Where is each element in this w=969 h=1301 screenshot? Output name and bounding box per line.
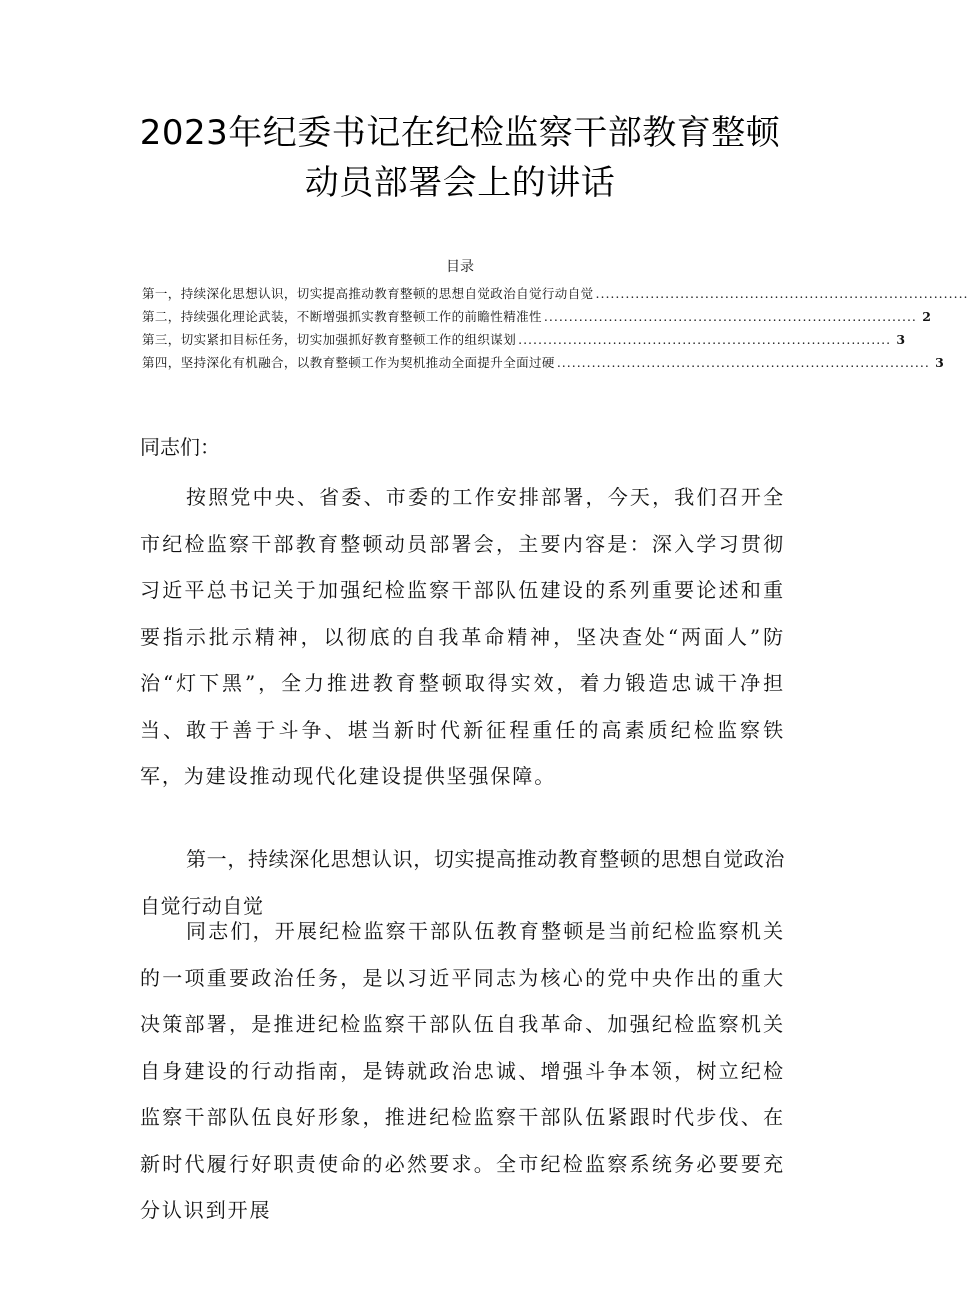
document-title-line-2: 动员部署会上的讲话 [304,163,616,203]
greeting: 同志们： [140,435,220,459]
document-title-line-1: 2023年纪委书记在纪检监察干部教育整顿 [139,113,781,153]
toc-item-page: 3 [935,355,944,370]
toc-item[interactable] [142,282,969,305]
toc-leader-dots: ........................................................................... [556,355,930,370]
toc-item-page: 3 [896,332,906,347]
body-paragraph: 同志们，开展纪检监察干部队伍教育整顿是当前纪检监察机关的一项重要政治任务，是以习近平同志为核心的党中央作出的重大决策部署，是推进纪检监察干部队伍自我革命、加强纪检监察机关自身建设的行动指南，是铸就政治忠诚、增强斗争本领，树立纪检监察干部队伍良好形象，推进纪检监察干部队伍紧跟时代步伐、在新时代履行好职责使命的必然要求。全市纪检监察系统务必要要充分认识到开展 [140,919,785,1222]
toc-leader-dots: ........................................................................... [518,332,892,347]
toc-item-text: 第二，持续强化理论武装，不断增强抓实教育整顿工作的前瞻性精准性 [142,309,542,324]
toc-item-page: 2 [922,309,931,324]
toc-item[interactable] [142,305,931,328]
table-of-contents [142,282,969,374]
toc-heading: 目录 [446,259,474,275]
body-paragraph: 按照党中央、省委、市委的工作安排部署，今天，我们召开全市纪检监察干部教育整顿动员部署会，主要内容是：深入学习贯彻习近平总书记关于加强纪检监察干部队伍建设的系列重要论述和重要指示批示精神，以彻底的自我革命精神，坚决查处“两面人”防治“灯下黑”，全力推进教育整顿取得实效，着力锻造忠诚干净担当、敢于善于斗争、堪当新时代新征程重任的高素质纪检监察铁军，为建设推动现代化建设提供坚强保障。 [140,485,785,788]
toc-item[interactable] [142,328,906,351]
toc-item[interactable] [142,351,944,374]
toc-item-text: 第四，坚持深化有机融合，以教育整顿工作为契机推动全面提升全面过硬 [142,355,555,370]
section-heading: 第一，持续深化思想认识，切实提高推动教育整顿的思想自觉政治自觉行动自觉 [140,847,785,918]
toc-leader-dots: ........................................................................... [543,309,917,324]
toc-item-text: 第三，切实紧扣目标任务，切实加强抓好教育整顿工作的组织谋划 [142,332,517,347]
toc-leader-dots: ........................................................................... [595,286,969,301]
toc-item-text: 第一，持续深化思想认识，切实提高推动教育整顿的思想自觉政治自觉行动自觉 [142,286,594,301]
